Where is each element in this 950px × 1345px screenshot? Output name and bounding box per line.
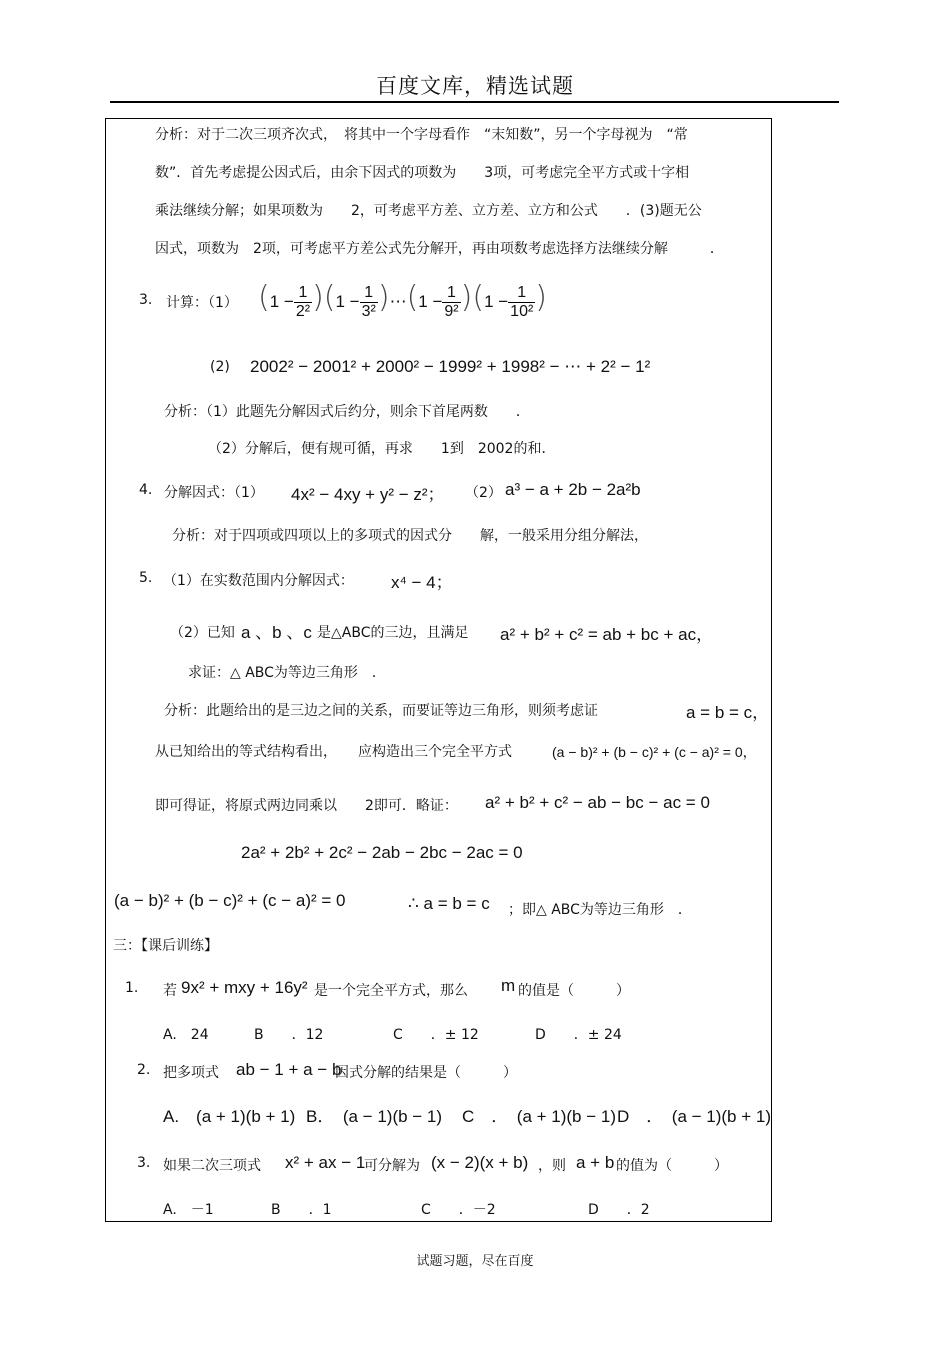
q5-part1-expression: x⁴ − 4；: [391, 573, 453, 592]
left-paren: (: [472, 280, 485, 315]
right-paren: ): [535, 280, 548, 315]
q3-part2-label: (2): [210, 359, 230, 375]
q5-analysis-2: 从已知给出的等式结构看出， 应构造出三个完全平方式: [155, 744, 512, 760]
q5-therefore: ∴ a = b = c: [408, 894, 490, 913]
fraction-denominator: 2²: [295, 303, 311, 320]
ex3-expression: x² + ax − 1: [285, 1153, 366, 1172]
ex1-option-a[interactable]: A. 24: [163, 1027, 209, 1043]
ex3-middle-2: ，则: [538, 1158, 566, 1174]
q3-analysis-2: （2）分解后，便有规可循，再求 1到 2002的和．: [208, 441, 556, 457]
fraction-numerator: 1: [442, 284, 460, 303]
fraction-numerator: 1: [294, 284, 312, 303]
term-3: 1 −: [418, 292, 443, 311]
ex3-expression-3: a + b: [576, 1153, 615, 1172]
ex3-option-c[interactable]: C ．－2: [421, 1202, 496, 1218]
term-4: 1 −: [484, 292, 509, 311]
term-1: 1 −: [269, 292, 294, 311]
ex3-middle: 可分解为: [364, 1158, 420, 1174]
q4-expression-2: a³ − a + 2b − 2a²b: [505, 480, 641, 499]
q5-part2-expression: a² + b² + c² = ab + bc + ac，: [500, 625, 714, 644]
left-paren: (: [258, 280, 270, 315]
q5-number: 5.: [139, 570, 153, 586]
q3-part2-expression: 2002² − 2001² + 2000² − 1999² + 1998² − ⋯ + 2² − 1²: [250, 357, 651, 376]
ex2-option-c[interactable]: C ． (a + 1)(b − 1): [462, 1107, 616, 1126]
ellipsis: ⋯: [389, 292, 407, 311]
q5-prove: 求证：△ ABC为等边三角形 ．: [188, 665, 386, 681]
ex1-text: 是一个完全平方式，那么: [314, 983, 468, 999]
fraction-denominator: 10²: [510, 303, 534, 320]
q5-part2-prefix: （2）已知: [170, 625, 235, 641]
analysis-line-2: 数”．首先考虑提公因式后，由余下因式的项数为 3项，可考虑完全平方式或十字相: [155, 165, 690, 181]
ex1-number: 1.: [125, 980, 139, 996]
left-paren: (: [406, 280, 419, 315]
fraction-1: [294, 284, 312, 321]
q5-step-3: (a − b)² + (b − c)² + (c − a)² = 0: [114, 891, 346, 910]
q4-expression-1: 4x² − 4xy + y² − z²；: [291, 485, 445, 504]
fraction-denominator: 3²: [361, 303, 376, 320]
q3-analysis-1: 分析：（1）此题先分解因式后约分，则余下首尾两数 ．: [164, 404, 530, 420]
fraction-numerator: 1: [360, 284, 378, 303]
page-footer: 试题习题，尽在百度: [416, 1254, 534, 1269]
q5-analysis-3: 即可得证，将原式两边同乘以 2即可．略证：: [155, 798, 458, 814]
section-title: 三：【课后训练】: [113, 938, 218, 954]
ex3-option-d[interactable]: D ．2: [588, 1202, 650, 1218]
ex3-prefix: 如果二次三项式: [163, 1158, 261, 1174]
term-2: 1 −: [335, 292, 360, 311]
q4-label: 分解因式：（1）: [164, 485, 264, 501]
analysis-line-4: 因式，项数为 2项，可考虑平方差公式先分解开，再由项数考虑选择方法继续分解 ．: [155, 241, 724, 257]
right-paren: ): [377, 280, 390, 315]
left-paren: (: [323, 280, 336, 315]
ex1-variable: m: [501, 976, 516, 995]
ex3-expression-2: (x − 2)(x + b): [431, 1153, 529, 1172]
q3-number: 3.: [139, 292, 153, 308]
ex2-option-a[interactable]: A. (a + 1)(b + 1): [163, 1107, 296, 1126]
right-paren: ): [460, 280, 473, 315]
ex1-option-c[interactable]: C ．± 12: [393, 1027, 479, 1043]
q5-analysis-2-expression: (a − b)² + (b − c)² + (c − a)² = 0，: [552, 744, 757, 760]
q4-number: 4.: [139, 482, 153, 498]
q5-analysis-1: 分析：此题给出的是三边之间的关系，而要证等边三角形，则须考虑证: [164, 703, 598, 719]
q5-step-2: 2a² + 2b² + 2c² − 2ab − 2bc − 2ac = 0: [241, 843, 523, 862]
q5-conclusion: ；即△ ABC为等边三角形 ．: [508, 902, 692, 918]
ex3-text: 的值为（ ）: [616, 1158, 728, 1174]
ex2-text: 因式分解的结果是（ ）: [335, 1065, 517, 1081]
q5-part1: （1）在实数范围内分解因式：: [163, 573, 354, 589]
q5-part2-variables: a 、b 、c: [241, 623, 312, 642]
q5-analysis-3-expression: a² + b² + c² − ab − bc − ac = 0: [485, 793, 710, 812]
right-paren: ): [312, 280, 324, 315]
ex1-blank: 的值是（ ）: [518, 983, 630, 999]
fraction-3: [442, 284, 460, 321]
page-header-title: 百度文库，精选试题: [376, 74, 574, 98]
ex1-expression: 9x² + mxy + 16y²: [181, 978, 308, 997]
ex1-option-b[interactable]: B ．12: [254, 1027, 324, 1043]
ex2-expression: ab − 1 + a − b: [236, 1060, 342, 1079]
ex2-option-b[interactable]: B． (a − 1)(b − 1): [306, 1107, 443, 1126]
ex3-option-b[interactable]: B ．1: [271, 1202, 332, 1218]
q5-analysis-1-expression: a = b = c，: [686, 703, 770, 722]
q4-analysis: 分析：对于四项或四项以上的多项式的因式分 解，一般采用分组分解法，: [172, 528, 648, 544]
ex2-option-d[interactable]: D ． (a − 1)(b + 1): [617, 1107, 771, 1126]
q3-label: 计算：（1）: [166, 295, 238, 311]
ex3-option-a[interactable]: A. －1: [163, 1202, 214, 1218]
ex1-option-d[interactable]: D ．± 24: [535, 1027, 622, 1043]
q3-product-expression: [258, 280, 547, 321]
analysis-line-1: 分析：对于二次三项齐次式， 将其中一个字母看作 “末知数”，另一个字母视为 “常: [155, 127, 688, 143]
ex2-prefix: 把多项式: [163, 1065, 219, 1081]
analysis-line-3: 乘法继续分解；如果项数为 2，可考虑平方差、立方差、立方和公式 ．(3)题无公: [155, 203, 702, 219]
fraction-2: [360, 284, 378, 321]
ex3-number: 3.: [137, 1155, 151, 1171]
fraction-denominator: 9²: [444, 303, 459, 320]
fraction-numerator: 1: [508, 284, 535, 303]
ex1-prefix: 若: [163, 983, 177, 999]
header-divider: [110, 101, 839, 103]
q4-label-2: （2）: [465, 485, 502, 501]
ex2-number: 2.: [137, 1062, 151, 1078]
fraction-4: [508, 284, 535, 321]
q5-part2-middle: 是△ABC的三边，且满足: [317, 625, 469, 641]
